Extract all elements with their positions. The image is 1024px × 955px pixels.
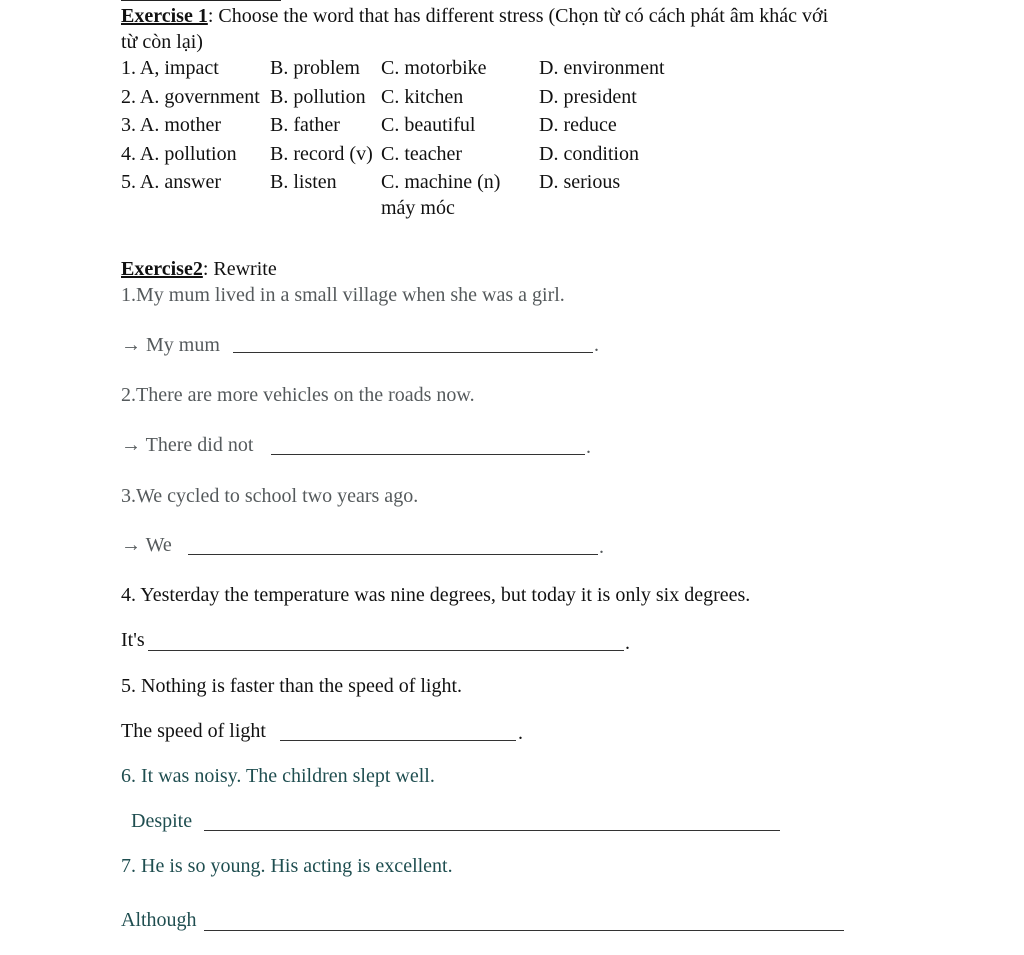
option-d: D. condition: [539, 142, 639, 165]
rewrite-prompt-6: Despite: [131, 810, 193, 832]
option-b: B. problem: [270, 57, 360, 79]
table-row: [117, 141, 669, 170]
exercise1-instruction-cont: từ còn lại): [121, 31, 203, 53]
option-c: C. kitchen: [381, 85, 464, 108]
option-c: C. beautiful: [381, 114, 476, 136]
option-a: 4. A. pollution: [121, 142, 237, 165]
period-3: .: [599, 536, 604, 558]
table-row: [117, 84, 669, 113]
table-row: [117, 112, 669, 141]
option-a: 1. A, impact: [121, 57, 219, 79]
option-c: [381, 169, 535, 221]
option-d: D. reduce: [539, 114, 617, 136]
exercise1-title: Exercise 1: [121, 5, 208, 27]
period-5: .: [518, 722, 523, 744]
sentence-4: 4. Yesterday the temperature was nine degrees, but today it is only six degrees.: [121, 584, 751, 606]
rewrite-prompt-2: → There did not: [121, 434, 254, 456]
rewrite-prompt-1: → My mum: [121, 334, 220, 356]
rewrite-prompt-7: Although: [121, 909, 197, 931]
option-a: 2. A. government: [121, 85, 260, 108]
sentence-5: 5. Nothing is faster than the speed of light.: [121, 675, 463, 697]
exercise2-title: Exercise2: [121, 258, 203, 280]
option-a: 5. A. answer: [121, 171, 221, 193]
answer-blank-7[interactable]: [204, 930, 844, 931]
period-2: .: [586, 436, 591, 458]
answer-blank-2[interactable]: [271, 454, 585, 455]
sentence-6: 6. It was noisy. The children slept well.: [121, 765, 435, 787]
answer-blank-5[interactable]: [280, 740, 516, 741]
sentence-3: 3.We cycled to school two years ago.: [121, 485, 419, 507]
sentence-7: 7. He is so young. His acting is excellent.: [121, 855, 453, 877]
option-c: C. teacher: [381, 142, 463, 165]
option-b: B. pollution: [270, 85, 366, 108]
answer-blank-6[interactable]: [204, 830, 780, 831]
option-a: 3. A. mother: [121, 114, 221, 136]
exercise2-heading: [121, 259, 277, 279]
option-b: B. record (v): [270, 142, 373, 165]
answer-blank-3[interactable]: [188, 554, 598, 555]
rewrite-prompt-5: The speed of light: [121, 720, 266, 742]
option-c: C. motorbike: [381, 57, 487, 79]
period-4: .: [625, 632, 630, 654]
option-d: D. president: [539, 85, 637, 108]
option-d: D. serious: [539, 171, 621, 193]
rewrite-prompt-4: It's: [121, 629, 145, 651]
answer-blank-4[interactable]: [148, 650, 624, 651]
exercise1-heading: [121, 6, 828, 26]
sentence-1: 1.My mum lived in a small village when she was a girl.: [121, 284, 565, 306]
option-b: B. listen: [270, 171, 337, 193]
exercise1-table: [117, 55, 669, 221]
answer-blank-1[interactable]: [233, 352, 593, 353]
option-b: B. father: [270, 114, 340, 136]
table-row: [117, 55, 669, 84]
exercise1-instruction: : Choose the word that has different stress (Chọn từ có cách phát âm khác với: [207, 5, 829, 27]
table-row: [117, 169, 669, 221]
exercise2-instruction: : Rewrite: [202, 258, 277, 280]
rewrite-prompt-3: → We: [121, 534, 172, 556]
period-1: .: [594, 334, 599, 356]
top-rule: [121, 0, 281, 1]
option-c-gloss: máy móc: [381, 197, 455, 219]
option-c-text: C. machine (n): [381, 171, 501, 193]
option-d: D. environment: [539, 57, 665, 79]
sentence-2: 2.There are more vehicles on the roads now.: [121, 384, 475, 406]
